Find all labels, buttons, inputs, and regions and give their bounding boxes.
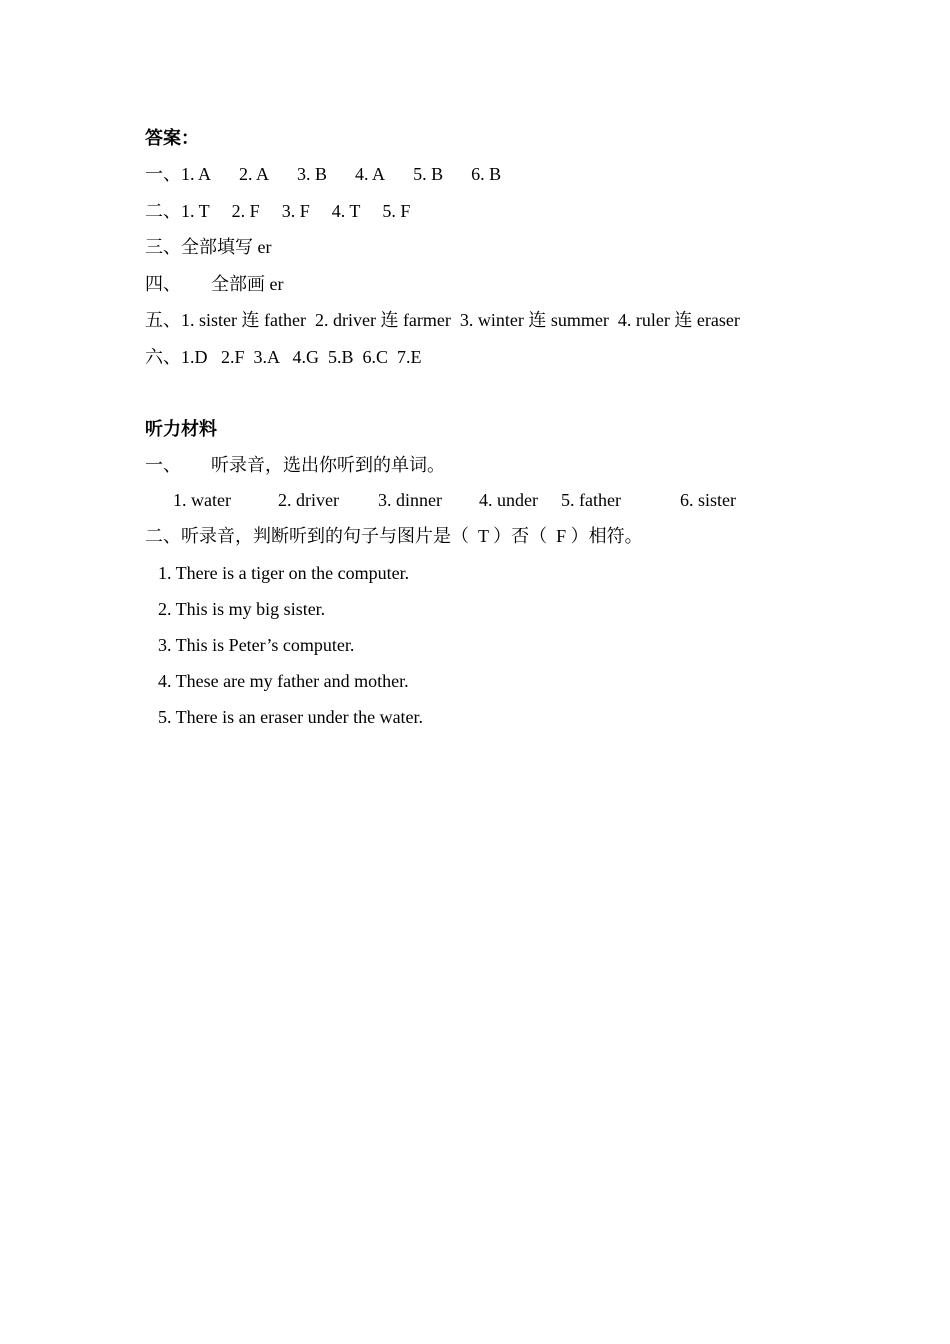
answer-item: 2. F: [231, 201, 260, 221]
answer-row-3: [145, 236, 271, 258]
listening-part-1-text: 听录音，选出你听到的单词。: [211, 455, 445, 475]
listening-sentence: 4. These are my father and mother.: [158, 671, 409, 691]
answer-item: 3. B: [297, 164, 328, 184]
answer-row-3-text: 全部填写 er: [181, 237, 272, 257]
answer-row-6-text: 1.D 2.F 3.A 4.G 5.B 6.C 7.E: [181, 347, 422, 367]
answer-item: 5. B: [413, 164, 444, 184]
answer-item: 5. F: [382, 201, 411, 221]
listening-sentence: 3. This is Peter’s computer.: [158, 635, 355, 655]
answer-item: 1. T: [181, 201, 210, 221]
answer-item: 6. B: [471, 164, 502, 184]
listening-word: 1. water: [173, 490, 231, 510]
listening-heading: 听力材料: [145, 419, 217, 439]
listening-part-1-prefix: 一、: [145, 455, 181, 475]
answer-row-2-prefix: 二、: [145, 201, 181, 221]
answer-row-4: [145, 273, 283, 295]
answers-heading: 答案：: [145, 128, 199, 148]
listening-word: 6. sister: [680, 490, 736, 510]
answer-row-4-prefix: 四、: [145, 274, 181, 294]
answer-row-5-text: 1. sister 连 father 2. driver 连 farmer 3. winter 连 summer 4. ruler 连 eraser: [181, 310, 740, 330]
answer-row-4-text: 全部画 er: [211, 274, 284, 294]
listening-word: 4. under: [479, 490, 538, 510]
answer-row-2: [145, 200, 410, 222]
answer-item: 4. A: [355, 164, 386, 184]
answer-item: 2. A: [239, 164, 270, 184]
listening-sentence: 5. There is an eraser under the water.: [158, 707, 424, 727]
answer-row-5: [145, 309, 740, 331]
listening-word: 2. driver: [278, 490, 339, 510]
answer-row-6: [145, 346, 422, 368]
answer-row-3-prefix: 三、: [145, 237, 181, 257]
answer-item: 3. F: [281, 201, 310, 221]
listening-part-1-instruction: [145, 454, 445, 476]
listening-word: 3. dinner: [378, 490, 442, 510]
answer-row-1-prefix: 一、: [145, 164, 181, 184]
listening-sentence: 1. There is a tiger on the computer.: [158, 563, 410, 583]
listening-sentence: 2. This is my big sister.: [158, 599, 326, 619]
answer-item: 1. A: [181, 164, 212, 184]
answer-row-1: [145, 163, 501, 185]
listening-word: 5. father: [561, 490, 621, 510]
listening-part-2-instruction: 二、听录音，判断听到的句子与图片是（ T ）否（ F ）相符。: [145, 526, 643, 546]
answer-item: 4. T: [331, 201, 361, 221]
answer-row-6-prefix: 六、: [145, 347, 181, 367]
answer-row-5-prefix: 五、: [145, 310, 181, 330]
listening-word-list: [173, 489, 736, 511]
